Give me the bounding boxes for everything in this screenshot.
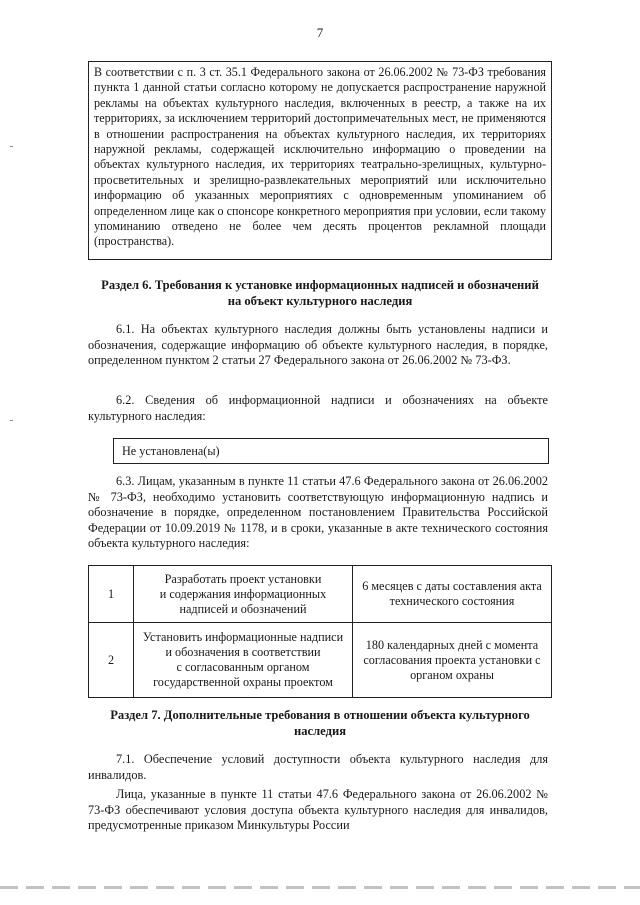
row-number: 1 [89,566,134,623]
task-line: и обозначения в соответствии [165,645,321,659]
row-deadline [353,566,552,623]
task-line: Установить информационные надписи [142,630,344,644]
scan-mark [10,146,13,147]
paragraph-6-2 [88,393,548,424]
notice-line: об указанных мероприятиях с одновременным упоминанием об определенном [94,188,546,218]
deadline-line: 180 календарных дней с момента [365,637,539,652]
paragraph-6-1-text: 6.1. На объектах культурного наследия должны быть установлены надписи и обозначения, содержащие информацию об объекте культурного наследия, в порядке, определенном пунктом 2 статьи 27 Федерального закона от 26.06.2002 № 73-ФЗ. [88,322,548,367]
section-6-heading-line: Раздел 6. Требования к установке информационных надписей и обозначений [101,278,539,292]
paragraph-7-1 [88,752,548,783]
task-line: и содержания информационных [159,586,327,601]
info-sign-status: Не установлена(ы) [122,444,220,458]
row-deadline [353,623,552,698]
notice-line: включенных в реестр, а также на их территориях, за исключением территорий [94,95,546,126]
notice-line: исключительно информацию о проведении на объектах культурного наследия, [94,142,546,172]
task-line: Разработать проект установки [164,571,322,586]
deadline-line: согласования проекта установки с [363,652,541,667]
section-7-heading-line: Раздел 7. Дополнительные требования в отношении объекта культурного [110,708,530,722]
paragraph-6-1 [88,322,548,369]
row-task [134,566,353,623]
paragraph-6-3 [88,474,548,552]
notice-line: В соответствии с п. 3 ст. 35.1 Федерального закона от 26.06.2002 № 73-ФЗ [94,65,488,79]
notice-line: объектах культурного наследия, их территориях наружной рекламы, содержащей [94,126,546,157]
task-line: государственной охраны проектом [153,675,333,689]
task-line: надписей и обозначений [179,601,307,616]
deadline-line: технического состояния [389,594,515,608]
section-7-heading-line: наследия [293,724,347,738]
paragraph-7-2-text: Лица, указанные в пункте 11 статьи 47.6 Федерального закона от 26.06.2002 № 73-ФЗ обеспечивают условия доступа объекта культурного наследия для инвалидов, предусмотренные приказом Минкультуры России [88,787,548,832]
deadline-line: 6 месяцев с даты составления акта [362,579,542,593]
section-7-heading [80,707,560,739]
section-6-heading [80,277,560,309]
notice-line: требования пункта 1 данной статьи согласно которому не допускается [94,65,546,95]
notice-line: и зрелищно-развлекательных мероприятий или исключительно информацию [94,172,547,203]
requirements-table [88,565,552,698]
task-line: с согласованным органом [176,660,310,674]
row-number: 2 [89,623,134,698]
notice-line: их территориях театрально-зрелищных, культурно-просветительных [94,157,546,187]
notice-line: лице как о спонсоре конкретного мероприятия при условии, если такому [170,203,546,218]
scan-mark [10,420,13,421]
scan-edge [0,886,640,889]
notice-line: распространение наружной рекламы на объектах культурного наследия, [94,80,546,110]
notice-box [88,61,552,260]
deadline-line: органом охраны [410,667,494,682]
table-row [89,623,552,698]
paragraph-7-2 [88,787,548,834]
row-task [134,623,353,698]
notice-line: (пространства). [94,234,175,249]
paragraph-6-2-text: 6.2. Сведения об информационной надписи и обозначениях на объекте культурного наследия: [88,393,548,423]
table-row [89,566,552,623]
section-6-heading-line: на объект культурного наследия [227,294,413,308]
page-number: 7 [316,25,324,40]
notice-line: достопримечательных мест, не применяются в отношении распространения на [94,111,546,141]
paragraph-7-1-text: 7.1. Обеспечение условий доступности объекта культурного наследия для инвалидов. [88,752,548,782]
info-sign-status-box [113,438,549,464]
notice-text [94,65,546,250]
notice-line: упоминанию отведено не более чем десять процентов рекламной площади [94,219,546,234]
paragraph-6-3-text: 6.3. Лицам, указанным в пункте 11 статьи 47.6 Федерального закона от 26.06.2002 № 73-ФЗ, необходимо установить соответствующую информационную надпись и обозначение в порядке, определенном постановлением Правительства Российской Федерации от 10.09.2019 № 1178, и в сроки, указанные в акте технического состояния объекта культурного наследия: [88,474,548,550]
